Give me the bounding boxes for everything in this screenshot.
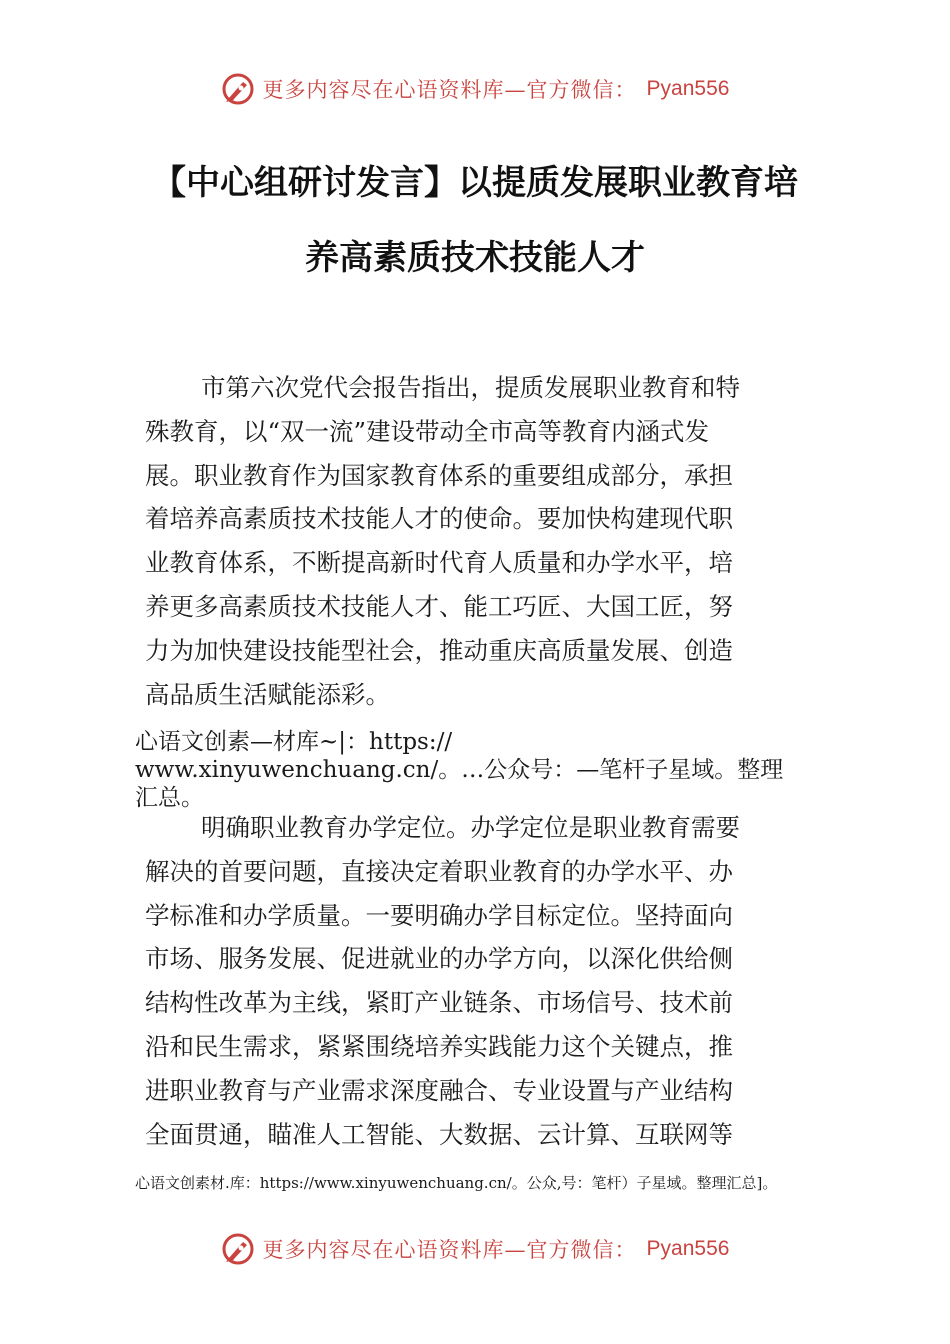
watermark-line: 心语文创素—材库~|：https://	[135, 729, 453, 755]
text-line: 养更多高素质技术技能人才、能工巧匠、大国工匠，努	[145, 591, 733, 621]
wechat-id: Pyan556	[646, 1237, 730, 1260]
text-line: 学标准和办学质量。一要明确办学目标定位。坚持面向	[145, 900, 733, 930]
pen-circle-logo-icon	[221, 72, 255, 106]
text-line: 全面贯通，瞄准人工智能、大数据、云计算、互联网等	[145, 1119, 733, 1149]
text-line: 解决的首要问题，直接决定着职业教育的办学水平、办	[145, 856, 733, 886]
text-line: 业教育体系，不断提高新时代育人质量和办学水平，培	[145, 548, 733, 578]
paragraph-1	[145, 366, 825, 716]
document-title-line-1: 【中心组研讨发言】以提质发展职业教育培	[152, 163, 798, 203]
text-line: 着培养高素质技术技能人才的使命。要加快构建现代职	[145, 504, 733, 534]
watermark-line: www.xinyuwenchuang.cn/。…公众号：—笔杆子星域。整理	[135, 757, 784, 783]
text-line: 市场、服务发展、促进就业的办学方向，以深化供给侧	[145, 944, 733, 974]
text-line: 进职业教育与产业需求深度融合、专业设置与产业结构	[145, 1075, 733, 1105]
text-line: 沿和民生需求，紧紧围绕培养实践能力这个关键点，推	[145, 1031, 733, 1061]
text-line: 明确职业教育办学定位。办学定位是职业教育需要	[201, 813, 740, 842]
text-line: 殊教育，以“双一流”建设带动全市高等教育内涵式发	[145, 416, 710, 446]
text-line: 力为加快建设技能型社会，推动重庆高质量发展、创造	[145, 635, 733, 665]
source-watermark	[135, 728, 855, 812]
text-line: 展。职业教育作为国家教育体系的重要组成部分，承担	[145, 460, 733, 490]
footer-banner	[0, 1232, 950, 1266]
header-banner	[0, 72, 950, 106]
banner-text: 更多内容尽在心语资料库—官方微信：	[262, 78, 637, 102]
banner-text: 更多内容尽在心语资料库—官方微信：	[262, 1238, 637, 1262]
wechat-id: Pyan556	[646, 77, 730, 100]
document-title-line-2: 养高素质技术技能人才	[305, 238, 645, 278]
pen-circle-logo-icon	[221, 1232, 255, 1266]
footer-source-note: 心语文创素材.库：https://www.xinyuwenchuang.cn/。公众,号：笔杆）子星域。整理汇总]。	[135, 1174, 778, 1192]
text-line: 市第六次党代会报告指出，提质发展职业教育和特	[201, 373, 740, 402]
text-line: 结构性改革为主线，紧盯产业链条、市场信号、技术前	[145, 988, 733, 1018]
paragraph-2	[145, 806, 825, 1156]
text-line: 高品质生活赋能添彩。	[145, 679, 390, 709]
watermark-line: 汇总。	[135, 785, 204, 811]
